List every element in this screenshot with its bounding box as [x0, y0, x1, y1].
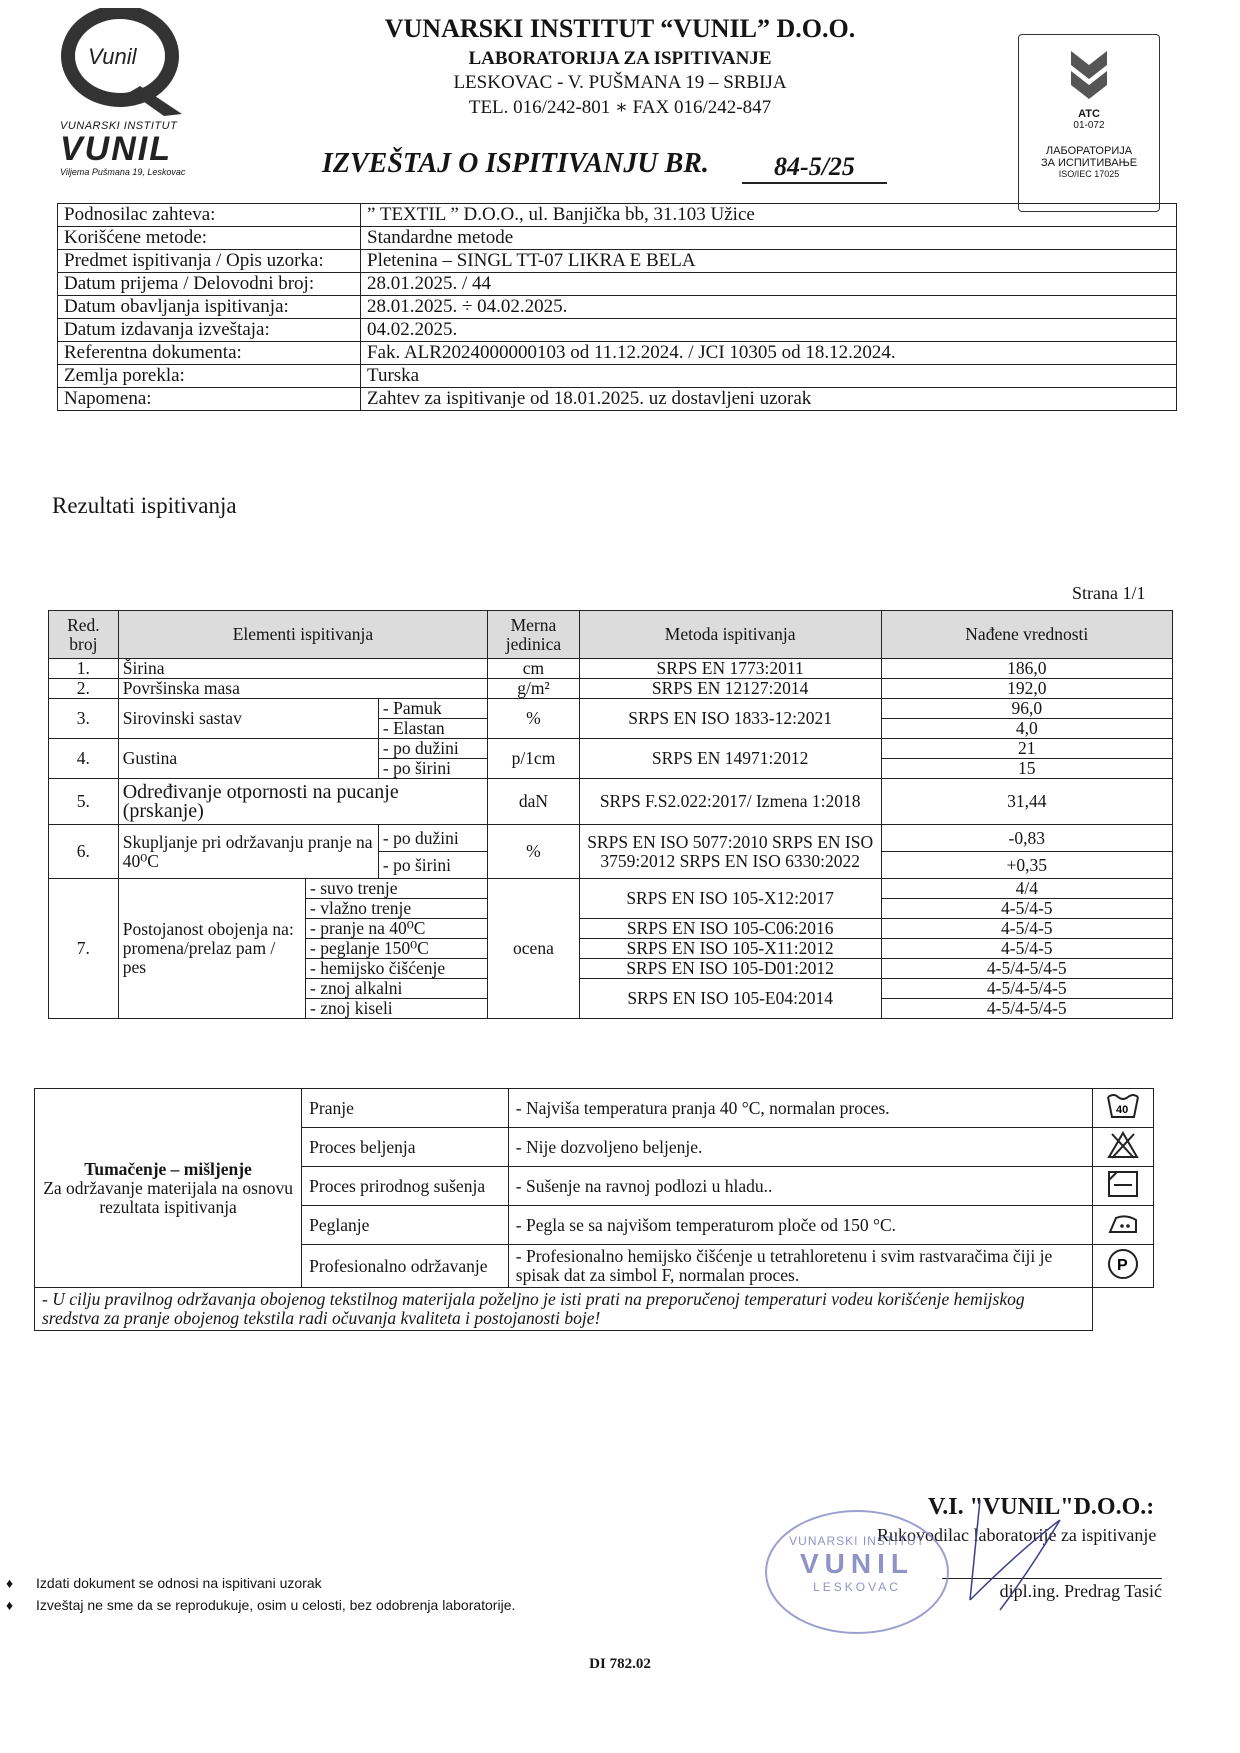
row-element: Skupljanje pri održavanju pranje na 40⁰C	[118, 825, 378, 879]
table-row	[49, 659, 1173, 679]
row-unit: p/1cm	[488, 739, 580, 779]
row-no: 3.	[49, 699, 119, 739]
flat-dry-shade-icon	[1106, 1183, 1140, 1203]
row-sub: - po dužini	[378, 739, 487, 759]
report-number: 84-5/25	[742, 152, 887, 184]
info-value: 28.01.2025. / 44	[361, 273, 1177, 296]
info-row	[58, 388, 1177, 411]
row-sub: - peglanje 150⁰C	[306, 939, 488, 959]
signature-role: Rukovodilac laboratorije za ispitivanje	[877, 1525, 1157, 1545]
care-label: Pranje	[302, 1089, 509, 1128]
row-no: 5.	[49, 779, 119, 825]
info-row	[58, 319, 1177, 342]
row-no: 1.	[49, 659, 119, 679]
logo-subtitle: VUNARSKI INSTITUT	[60, 120, 178, 132]
row-method: SRPS EN ISO 105-C06:2016	[579, 919, 881, 939]
info-label: Predmet ispitivanja / Opis uzorka:	[58, 250, 361, 273]
row-method: SRPS EN ISO 1833-12:2021	[579, 699, 881, 739]
opinion-subtitle: Za održavanje materijala na osnovu rezultata ispitivanja	[43, 1177, 293, 1217]
row-value: -0,83	[881, 825, 1172, 852]
row-value: +0,35	[881, 852, 1172, 879]
info-value: 28.01.2025. ÷ 04.02.2025.	[361, 296, 1177, 319]
header-unit: Merna jedinica	[488, 611, 580, 659]
info-row	[58, 250, 1177, 273]
row-unit: daN	[488, 779, 580, 825]
row-method: SRPS EN 14971:2012	[579, 739, 881, 779]
stamp-bottom-text: LESKOVAC	[813, 1580, 901, 1594]
row-element: Gustina	[118, 739, 378, 779]
footnotes: ♦ Izdati dokument se odnosi na ispitivani uzorak ♦ Izveštaj ne sme da se reprodukuje, osim u celosti, bez odobrenja laboratorije.	[6, 1575, 516, 1613]
info-value: Turska	[361, 365, 1177, 388]
info-label: Korišćene metode:	[58, 227, 361, 250]
care-text: - Pegla se sa najvišom temperaturom ploče od 150 °C.	[508, 1206, 1093, 1245]
row-value: 192,0	[881, 679, 1172, 699]
iron-two-dots-icon	[1106, 1222, 1140, 1242]
table-row	[49, 879, 1173, 899]
info-value: Standardne metode	[361, 227, 1177, 250]
row-sub: - suvo trenje	[306, 879, 488, 899]
request-info-table	[57, 203, 1177, 411]
info-row	[58, 296, 1177, 319]
info-label: Napomena:	[58, 388, 361, 411]
stamp-mid-text: VUNIL	[800, 1548, 914, 1579]
row-method: SRPS EN 12127:2014	[579, 679, 881, 699]
row-value: 186,0	[881, 659, 1172, 679]
atc-line2: ЗА ИСПИТИВАЊЕ	[1040, 157, 1138, 169]
table-row	[49, 699, 1173, 719]
row-value: 4-5/4-5/4-5	[881, 959, 1172, 979]
table-row	[49, 739, 1173, 759]
row-value: 4-5/4-5/4-5	[881, 979, 1172, 999]
opinion-table	[34, 1088, 1154, 1331]
row-method: SRPS EN ISO 105-D01:2012	[579, 959, 881, 979]
row-method: SRPS EN ISO 105-X12:2017	[579, 879, 881, 919]
care-text: - Profesionalno hemijsko čišćenje u tetrahloretenu i svim rastvaračima čiji je spisak dat za simbol F, normalan proces.	[508, 1245, 1093, 1288]
row-method: SRPS EN ISO 5077:2010 SRPS EN ISO 3759:2012 SRPS EN ISO 6330:2022	[579, 825, 881, 879]
row-sub: - hemijsko čišćenje	[306, 959, 488, 979]
header-method: Metoda ispitivanja	[579, 611, 881, 659]
info-value: ” TEXTIL ” D.O.O., ul. Banjička bb, 31.103 Užice	[361, 204, 1177, 227]
row-value: 4/4	[881, 879, 1172, 899]
logo-address: Viljema Pušmana 19, Leskovac	[60, 167, 186, 177]
info-value: Zahtev za ispitivanje od 18.01.2025. uz dostavljeni uzorak	[361, 388, 1177, 411]
info-row	[58, 365, 1177, 388]
header-no: Red. broj	[49, 611, 119, 659]
row-element: Površinska masa	[118, 679, 487, 699]
info-label: Datum obavljanja ispitivanja:	[58, 296, 361, 319]
atc-line3: ISO/IEC 17025	[1058, 169, 1120, 179]
svg-text:40: 40	[1116, 1104, 1129, 1116]
row-method: SRPS F.S2.022:2017/ Izmena 1:2018	[579, 779, 881, 825]
institute-logo	[60, 8, 188, 118]
signature-name: dipl.ing. Predrag Tasić	[942, 1578, 1162, 1602]
row-no: 2.	[49, 679, 119, 699]
care-label: Peglanje	[302, 1206, 509, 1245]
signature-scribble	[960, 1490, 1130, 1620]
table-row	[49, 679, 1173, 699]
footnote-2: Izveštaj ne sme da se reprodukuje, osim u celosti, bez odobrenja laboratorije.	[36, 1597, 516, 1613]
results-table	[48, 610, 1173, 1019]
row-value: 15	[881, 759, 1172, 779]
row-sub: - po širini	[378, 852, 487, 879]
row-sub: - po širini	[378, 759, 487, 779]
row-no: 4.	[49, 739, 119, 779]
atc-code: 01-072	[1073, 120, 1105, 131]
svg-text:P: P	[1117, 1257, 1128, 1274]
row-element: Sirovinski sastav	[118, 699, 378, 739]
care-label: Proces beljenja	[302, 1128, 509, 1167]
company-stamp	[765, 1510, 949, 1634]
info-value: Pletenina – SINGL TT-07 LIKRA E BELA	[361, 250, 1177, 273]
row-method: SRPS EN ISO 105-E04:2014	[579, 979, 881, 1019]
care-note-row	[35, 1288, 1154, 1331]
header-element: Elementi ispitivanja	[118, 611, 487, 659]
logo-name: VUNIL	[60, 130, 172, 168]
row-sub: - znoj alkalni	[306, 979, 488, 999]
atc-mark: ATC	[1078, 108, 1100, 120]
row-unit: ocena	[488, 879, 580, 1019]
results-title: Rezultati ispitivanja	[52, 493, 237, 518]
row-element: Širina	[118, 659, 487, 679]
care-note: - U cilju pravilnog održavanja obojenog tekstilnog materijala poželjno je isti prati na preporučenoj temperaturi vodeu korišćenje hemijskog sredstva za pranje obojenog tekstila radi očuvanja kvaliteta i postojanosti boje!	[35, 1288, 1093, 1331]
info-value: Fak. ALR2024000000103 od 11.12.2024. / JCI 10305 od 18.12.2024.	[361, 342, 1177, 365]
no-bleach-icon	[1106, 1144, 1140, 1164]
wash-40-icon	[1106, 1105, 1140, 1125]
row-value: 4-5/4-5/4-5	[881, 999, 1172, 1019]
footnote-1: Izdati dokument se odnosi na ispitivani uzorak	[36, 1575, 322, 1591]
row-value: 4-5/4-5	[881, 919, 1172, 939]
lab-name: LABORATORIJA ZA ISPITIVANJE	[468, 48, 772, 69]
lab-address: LESKOVAC - V. PUŠMANA 19 – SRBIJA	[453, 72, 787, 93]
info-label: Podnosilac zahteva:	[58, 204, 361, 227]
stamp-top-text: VUNARSKI INSTITUT	[789, 1534, 925, 1548]
report-title: IZVEŠTAJ O ISPITIVANJU BR.	[322, 148, 709, 179]
opinion-heading-cell	[35, 1089, 302, 1288]
info-label: Referentna dokumenta:	[58, 342, 361, 365]
care-text: - Sušenje na ravnoj podlozi u hladu..	[508, 1167, 1093, 1206]
table-row	[49, 779, 1173, 825]
care-text: - Nije dozvoljeno beljenje.	[508, 1128, 1093, 1167]
page-label: Strana 1/1	[1072, 583, 1146, 603]
info-label: Zemlja porekla:	[58, 365, 361, 388]
atc-line1: ЛАБОРАТОРИЈА	[1045, 145, 1133, 157]
info-row	[58, 227, 1177, 250]
info-value: 04.02.2025.	[361, 319, 1177, 342]
opinion-title: Tumačenje – mišljenje	[84, 1158, 252, 1179]
row-no: 7.	[49, 879, 119, 1019]
row-sub: - vlažno trenje	[306, 899, 488, 919]
info-label: Datum izdavanja izveštaja:	[58, 319, 361, 342]
row-unit: %	[488, 825, 580, 879]
row-sub: - po dužini	[378, 825, 487, 852]
row-value: 21	[881, 739, 1172, 759]
row-unit: cm	[488, 659, 580, 679]
care-label: Profesionalno održavanje	[302, 1245, 509, 1288]
info-row	[58, 204, 1177, 227]
info-label: Datum prijema / Delovodni broj:	[58, 273, 361, 296]
dry-clean-p-icon	[1106, 1257, 1140, 1285]
row-element: Određivanje otpornosti na pucanje (prskanje)	[118, 779, 487, 825]
table-row	[49, 825, 1173, 852]
row-value: 4-5/4-5	[881, 899, 1172, 919]
row-sub: - Pamuk	[378, 699, 487, 719]
row-unit: %	[488, 699, 580, 739]
institute-name: VUNARSKI INSTITUT “VUNIL” D.O.O.	[384, 14, 856, 43]
care-label: Proces prirodnog sušenja	[302, 1167, 509, 1206]
info-row	[58, 342, 1177, 365]
row-element: Postojanost obojenja na: promena/prelaz pam / pes	[118, 879, 305, 1019]
signature-company: V.I. "VUNIL"D.O.O.:	[928, 1494, 1155, 1520]
row-value: 96,0	[881, 699, 1172, 719]
row-sub: - znoj kiseli	[306, 999, 488, 1019]
lab-phone: TEL. 016/242-801 ∗ FAX 016/242-847	[468, 97, 772, 118]
row-no: 6.	[49, 825, 119, 879]
accreditation-badge	[1018, 34, 1160, 212]
header-value: Nađene vrednosti	[881, 611, 1172, 659]
row-sub: - pranje na 40⁰C	[306, 919, 488, 939]
row-value: 4,0	[881, 719, 1172, 739]
row-unit: g/m²	[488, 679, 580, 699]
logo-brand-text: Vunil	[88, 44, 137, 69]
doc-code: DI 782.02	[589, 1656, 651, 1672]
row-value: 31,44	[881, 779, 1172, 825]
row-sub: - Elastan	[378, 719, 487, 739]
info-row	[58, 273, 1177, 296]
row-value: 4-5/4-5	[881, 939, 1172, 959]
row-method: SRPS EN 1773:2011	[579, 659, 881, 679]
care-text: - Najviša temperatura pranja 40 °C, normalan proces.	[508, 1089, 1093, 1128]
atc-mark-icon	[1067, 47, 1111, 103]
row-method: SRPS EN ISO 105-X11:2012	[579, 939, 881, 959]
